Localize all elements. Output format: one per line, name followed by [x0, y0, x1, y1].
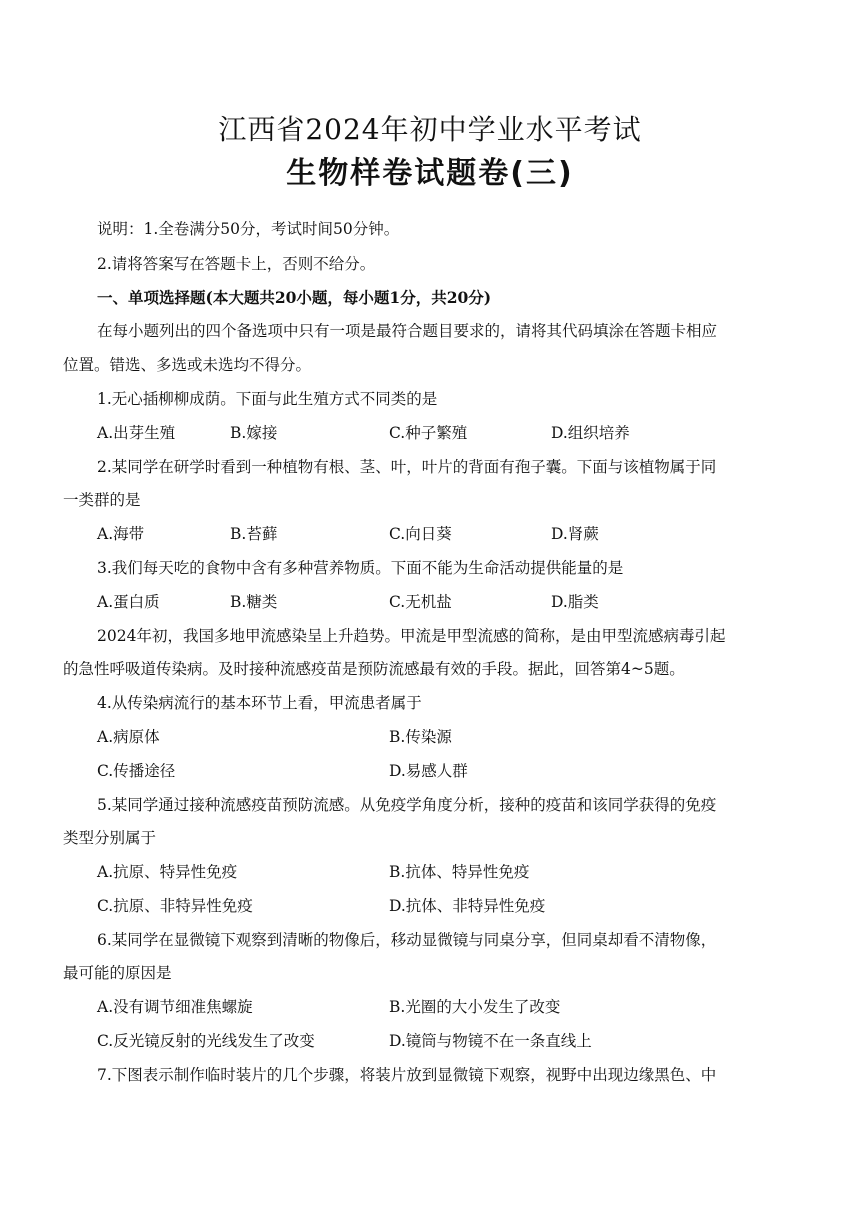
exam-subtitle: 生物样卷试题卷(三)	[286, 156, 574, 191]
note-line-1: 说明：1.全卷满分50分，考试时间50分钟。	[97, 220, 400, 238]
question-6-option-d: D.镜筒与物镜不在一条直线上	[389, 1032, 592, 1050]
question-5-option-b: B.抗体、特异性免疫	[389, 863, 530, 881]
section-heading: 一、单项选择题(本大题共20小题，每小题1分，共20分)	[97, 288, 492, 307]
question-3-option-d: D.脂类	[551, 593, 599, 611]
passage-line-2: 的急性呼吸道传染病。及时接种流感疫苗是预防流感最有效的手段。据此，回答第4~5题。	[63, 660, 685, 678]
question-3-stem: 3.我们每天吃的食物中含有多种营养物质。下面不能为生命活动提供能量的是	[97, 559, 624, 577]
question-3-option-a: A.蛋白质	[97, 593, 160, 611]
question-3-option-c: C.无机盐	[389, 593, 452, 611]
question-4-option-c: C.传播途径	[97, 762, 176, 780]
passage-line-1: 2024年初，我国多地甲流感染呈上升趋势。甲流是甲型流感的简称，是由甲型流感病毒引起	[97, 627, 726, 645]
question-4-option-b: B.传染源	[389, 728, 452, 746]
question-4-option-a: A.病原体	[97, 728, 160, 746]
question-6-stem-line-1: 6.某同学在显微镜下观察到清晰的物像后，移动显微镜与同桌分享，但同桌却看不清物像，	[97, 931, 717, 949]
question-1-option-b: B.嫁接	[230, 424, 278, 442]
question-6-option-c: C.反光镜反射的光线发生了改变	[97, 1032, 315, 1050]
question-1-stem: 1.无心插柳柳成荫。下面与此生殖方式不同类的是	[97, 390, 438, 408]
question-1-option-d: D.组织培养	[551, 424, 630, 442]
question-6-option-b: B.光圈的大小发生了改变	[389, 998, 561, 1016]
note-line-2: 2.请将答案写在答题卡上，否则不给分。	[97, 255, 376, 273]
question-6-option-a: A.没有调节细准焦螺旋	[97, 998, 253, 1016]
question-2-option-b: B.苔藓	[230, 525, 278, 543]
section-instruction-line-1: 在每小题列出的四个备选项中只有一项是最符合题目要求的，请将其代码填涂在答题卡相应	[97, 322, 718, 340]
question-7-stem-line-1: 7.下图表示制作临时装片的几个步骤，将装片放到显微镜下观察，视野中出现边缘黑色、中	[97, 1066, 717, 1084]
question-5-stem-line-1: 5.某同学通过接种流感疫苗预防流感。从免疫学角度分析，接种的疫苗和该同学获得的免疫	[97, 796, 717, 814]
question-2-option-d: D.肾蕨	[551, 525, 599, 543]
question-2-option-c: C.向日葵	[389, 525, 452, 543]
question-5-option-c: C.抗原、非特异性免疫	[97, 897, 253, 915]
exam-title: 江西省2024年初中学业水平考试	[218, 113, 642, 146]
section-instruction-line-2: 位置。错选、多选或未选均不得分。	[63, 356, 312, 374]
question-5-stem-line-2: 类型分别属于	[63, 829, 157, 847]
question-2-option-a: A.海带	[97, 525, 145, 543]
question-6-stem-line-2: 最可能的原因是	[63, 964, 172, 982]
question-5-option-a: A.抗原、特异性免疫	[97, 863, 238, 881]
question-5-option-d: D.抗体、非特异性免疫	[389, 897, 546, 915]
question-1-option-a: A.出芽生殖	[97, 424, 176, 442]
question-3-option-b: B.糖类	[230, 593, 278, 611]
question-1-option-c: C.种子繁殖	[389, 424, 468, 442]
question-2-stem-line-1: 2.某同学在研学时看到一种植物有根、茎、叶，叶片的背面有孢子囊。下面与该植物属于同	[97, 458, 717, 476]
question-4-option-d: D.易感人群	[389, 762, 468, 780]
question-4-stem: 4.从传染病流行的基本环节上看，甲流患者属于	[97, 694, 422, 712]
question-2-stem-line-2: 一类群的是	[63, 491, 141, 509]
